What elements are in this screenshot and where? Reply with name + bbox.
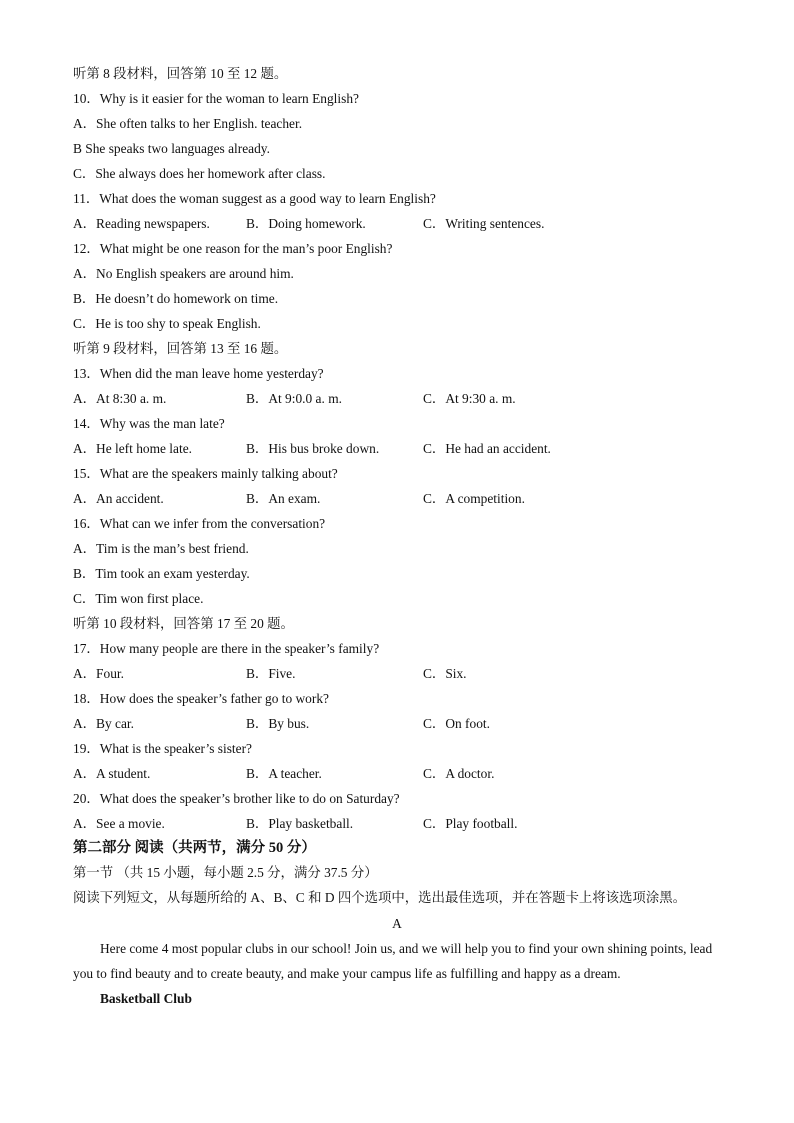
option-20-a: A．See a movie.	[73, 816, 165, 831]
option-13-b: B．At 9:0.0 a. m.	[246, 391, 342, 406]
option-20-b: B．Play basketball.	[246, 816, 354, 831]
question-11: 11．What does the woman suggest as a good way to learn English?	[73, 191, 436, 206]
option-14-b: B．His bus broke down.	[246, 441, 380, 456]
option-19-a: A．A student.	[73, 766, 151, 781]
option-18-c: C．On foot.	[423, 716, 490, 731]
option-17-b: B．Five.	[246, 666, 296, 681]
option-10-b: B She speaks two languages already.	[73, 141, 270, 156]
option-19-b: B．A teacher.	[246, 766, 322, 781]
question-20: 20．What does the speaker’s brother like to do on Saturday?	[73, 791, 400, 806]
option-18-b: B．By bus.	[246, 716, 310, 731]
option-14-a: A．He left home late.	[73, 441, 192, 456]
question-15: 15．What are the speakers mainly talking about?	[73, 466, 338, 481]
option-19-c: C．A doctor.	[423, 766, 495, 781]
question-14: 14．Why was the man late?	[73, 416, 225, 431]
option-16-a: A．Tim is the man’s best friend.	[73, 541, 249, 556]
club-heading: Basketball Club	[100, 991, 192, 1006]
option-17-a: A．Four.	[73, 666, 124, 681]
passage-label: A	[392, 916, 402, 931]
option-11-c: C．Writing sentences.	[423, 216, 545, 231]
instruction: 阅读下列短文，从每题所给的 A、B、C 和 D 四个选项中，选出最佳选项，并在答题卡上将该选项涂黑。	[73, 890, 686, 905]
option-15-a: A．An accident.	[73, 491, 164, 506]
option-14-c: C．He had an accident.	[423, 441, 551, 456]
question-12: 12．What might be one reason for the man’s poor English?	[73, 241, 393, 256]
question-18: 18．How does the speaker’s father go to work?	[73, 691, 329, 706]
section-subtitle: 第一节 （共 15 小题，每小题 2.5 分，满分 37.5 分）	[73, 865, 378, 880]
part-title: 第二部分 阅读（共两节，满分 50 分）	[73, 840, 316, 856]
option-16-b: B．Tim took an exam yesterday.	[73, 566, 250, 581]
option-12-c: C．He is too shy to speak English.	[73, 316, 261, 331]
option-12-b: B．He doesn’t do homework on time.	[73, 291, 279, 306]
option-15-c: C．A competition.	[423, 491, 525, 506]
option-10-c: C．She always does her homework after class.	[73, 166, 326, 181]
question-10: 10．Why is it easier for the woman to learn English?	[73, 91, 359, 106]
option-17-c: C．Six.	[423, 666, 467, 681]
option-11-b: B．Doing homework.	[246, 216, 366, 231]
option-13-a: A．At 8:30 a. m.	[73, 391, 167, 406]
option-20-c: C．Play football.	[423, 816, 518, 831]
option-18-a: A．By car.	[73, 716, 134, 731]
option-12-a: A．No English speakers are around him.	[73, 266, 294, 281]
option-16-c: C．Tim won first place.	[73, 591, 204, 606]
passage-intro: Here come 4 most popular clubs in our school! Join us, and we will help you to find your own shining points, lead you to find beauty and to create beauty, and make your campus life as fulfilling and happy as a dream.	[73, 941, 713, 981]
question-13: 13．When did the man leave home yesterday?	[73, 366, 324, 381]
section-header: 听第 9 段材料，回答第 13 至 16 题。	[73, 341, 288, 356]
section-header: 听第 8 段材料，回答第 10 至 12 题。	[73, 66, 288, 81]
section-header: 听第 10 段材料，回答第 17 至 20 题。	[73, 616, 294, 631]
option-15-b: B．An exam.	[246, 491, 321, 506]
option-11-a: A．Reading newspapers.	[73, 216, 210, 231]
option-13-c: C．At 9:30 a. m.	[423, 391, 516, 406]
option-10-a: A．She often talks to her English. teacher.	[73, 116, 303, 131]
question-19: 19．What is the speaker’s sister?	[73, 741, 252, 756]
question-16: 16．What can we infer from the conversation?	[73, 516, 326, 531]
question-17: 17．How many people are there in the speaker’s family?	[73, 641, 380, 656]
